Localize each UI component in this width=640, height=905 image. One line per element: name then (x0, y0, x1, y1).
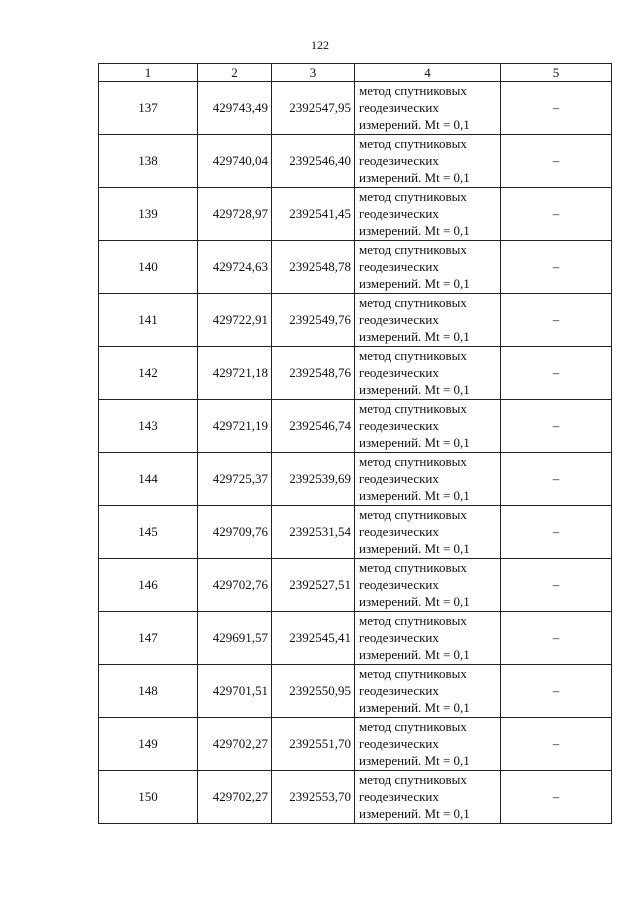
method-text-line: измерений. Mt = 0,1 (359, 329, 470, 344)
method-text-line: геодезических (359, 365, 439, 380)
y-coordinate-cell: 2392549,76 (272, 294, 355, 347)
table-row (99, 559, 612, 612)
method-cell (355, 771, 501, 824)
method-cell (355, 718, 501, 771)
method-text-line: метод спутниковых (359, 83, 467, 98)
x-coordinate-cell: 429725,37 (198, 453, 272, 506)
method-text-line: метод спутниковых (359, 348, 467, 363)
table-row (99, 135, 612, 188)
method-text-line: метод спутниковых (359, 454, 467, 469)
point-number-cell: 150 (99, 771, 198, 824)
method-text-line: измерений. Mt = 0,1 (359, 276, 470, 291)
y-coordinate-cell: 2392550,95 (272, 665, 355, 718)
y-coordinate-cell: 2392545,41 (272, 612, 355, 665)
note-cell: – (501, 135, 612, 188)
table-row (99, 506, 612, 559)
y-coordinate-cell: 2392553,70 (272, 771, 355, 824)
x-coordinate-cell: 429691,57 (198, 612, 272, 665)
table-header-row (99, 64, 612, 82)
point-number-cell: 149 (99, 718, 198, 771)
method-text-line: геодезических (359, 418, 439, 433)
x-coordinate-cell: 429702,27 (198, 771, 272, 824)
method-text-line: геодезических (359, 789, 439, 804)
y-coordinate-cell: 2392547,95 (272, 82, 355, 135)
table-row (99, 771, 612, 824)
y-coordinate-cell: 2392531,54 (272, 506, 355, 559)
method-text-line: измерений. Mt = 0,1 (359, 488, 470, 503)
note-cell: – (501, 771, 612, 824)
y-coordinate-cell: 2392546,74 (272, 400, 355, 453)
method-text-line: измерений. Mt = 0,1 (359, 223, 470, 238)
page-number: 122 (311, 38, 329, 52)
method-cell (355, 82, 501, 135)
point-number-cell: 139 (99, 188, 198, 241)
method-text-line: метод спутниковых (359, 242, 467, 257)
method-text-line: геодезических (359, 100, 439, 115)
table-row (99, 665, 612, 718)
method-text-line: метод спутниковых (359, 719, 467, 734)
point-number-cell: 146 (99, 559, 198, 612)
y-coordinate-cell: 2392546,40 (272, 135, 355, 188)
method-text-line: метод спутниковых (359, 401, 467, 416)
x-coordinate-cell: 429724,63 (198, 241, 272, 294)
method-text-line: метод спутниковых (359, 507, 467, 522)
x-coordinate-cell: 429728,97 (198, 188, 272, 241)
method-text-line: геодезических (359, 259, 439, 274)
note-cell: – (501, 400, 612, 453)
table-row (99, 612, 612, 665)
column-header-5: 5 (501, 64, 612, 82)
method-text-line: измерений. Mt = 0,1 (359, 541, 470, 556)
y-coordinate-cell: 2392527,51 (272, 559, 355, 612)
method-text-line: метод спутниковых (359, 189, 467, 204)
method-text-line: измерений. Mt = 0,1 (359, 700, 470, 715)
table-row (99, 718, 612, 771)
point-number-cell: 145 (99, 506, 198, 559)
method-text-line: измерений. Mt = 0,1 (359, 806, 470, 821)
method-cell (355, 665, 501, 718)
method-text-line: измерений. Mt = 0,1 (359, 170, 470, 185)
column-header-3: 3 (272, 64, 355, 82)
method-cell (355, 188, 501, 241)
method-text-line: метод спутниковых (359, 666, 467, 681)
note-cell: – (501, 506, 612, 559)
x-coordinate-cell: 429721,19 (198, 400, 272, 453)
note-cell: – (501, 453, 612, 506)
x-coordinate-cell: 429722,91 (198, 294, 272, 347)
x-coordinate-cell: 429740,04 (198, 135, 272, 188)
method-text-line: геодезических (359, 524, 439, 539)
point-number-cell: 148 (99, 665, 198, 718)
point-number-cell: 141 (99, 294, 198, 347)
point-number-cell: 138 (99, 135, 198, 188)
note-cell: – (501, 665, 612, 718)
x-coordinate-cell: 429702,76 (198, 559, 272, 612)
note-cell: – (501, 559, 612, 612)
y-coordinate-cell: 2392539,69 (272, 453, 355, 506)
method-text-line: метод спутниковых (359, 772, 467, 787)
method-cell (355, 135, 501, 188)
y-coordinate-cell: 2392551,70 (272, 718, 355, 771)
table-row (99, 294, 612, 347)
table-row (99, 400, 612, 453)
note-cell: – (501, 241, 612, 294)
x-coordinate-cell: 429701,51 (198, 665, 272, 718)
table-body (99, 82, 612, 824)
method-text-line: геодезических (359, 471, 439, 486)
y-coordinate-cell: 2392548,76 (272, 347, 355, 400)
x-coordinate-cell: 429721,18 (198, 347, 272, 400)
table-row (99, 241, 612, 294)
method-text-line: геодезических (359, 577, 439, 592)
method-text-line: метод спутниковых (359, 560, 467, 575)
method-text-line: измерений. Mt = 0,1 (359, 753, 470, 768)
method-text-line: геодезических (359, 206, 439, 221)
method-text-line: измерений. Mt = 0,1 (359, 382, 470, 397)
method-text-line: измерений. Mt = 0,1 (359, 117, 470, 132)
note-cell: – (501, 347, 612, 400)
table-row (99, 453, 612, 506)
note-cell: – (501, 718, 612, 771)
x-coordinate-cell: 429743,49 (198, 82, 272, 135)
column-header-1: 1 (99, 64, 198, 82)
column-header-2: 2 (198, 64, 272, 82)
method-text-line: измерений. Mt = 0,1 (359, 647, 470, 662)
point-number-cell: 143 (99, 400, 198, 453)
column-header-4: 4 (355, 64, 501, 82)
method-cell (355, 453, 501, 506)
note-cell: – (501, 82, 612, 135)
point-number-cell: 140 (99, 241, 198, 294)
note-cell: – (501, 294, 612, 347)
point-number-cell: 144 (99, 453, 198, 506)
note-cell: – (501, 612, 612, 665)
method-text-line: геодезических (359, 736, 439, 751)
method-text-line: метод спутниковых (359, 613, 467, 628)
method-cell (355, 347, 501, 400)
x-coordinate-cell: 429709,76 (198, 506, 272, 559)
point-number-cell: 137 (99, 82, 198, 135)
method-text-line: геодезических (359, 153, 439, 168)
note-cell: – (501, 188, 612, 241)
table-row (99, 82, 612, 135)
method-cell (355, 612, 501, 665)
point-number-cell: 142 (99, 347, 198, 400)
method-text-line: метод спутниковых (359, 295, 467, 310)
point-number-cell: 147 (99, 612, 198, 665)
method-text-line: измерений. Mt = 0,1 (359, 435, 470, 450)
method-cell (355, 506, 501, 559)
y-coordinate-cell: 2392548,78 (272, 241, 355, 294)
method-text-line: геодезических (359, 312, 439, 327)
coordinates-table (98, 63, 612, 824)
method-cell (355, 559, 501, 612)
method-text-line: геодезических (359, 683, 439, 698)
table-row (99, 188, 612, 241)
method-text-line: метод спутниковых (359, 136, 467, 151)
table-row (99, 347, 612, 400)
method-cell (355, 400, 501, 453)
method-cell (355, 294, 501, 347)
method-text-line: измерений. Mt = 0,1 (359, 594, 470, 609)
x-coordinate-cell: 429702,27 (198, 718, 272, 771)
method-text-line: геодезических (359, 630, 439, 645)
y-coordinate-cell: 2392541,45 (272, 188, 355, 241)
method-cell (355, 241, 501, 294)
